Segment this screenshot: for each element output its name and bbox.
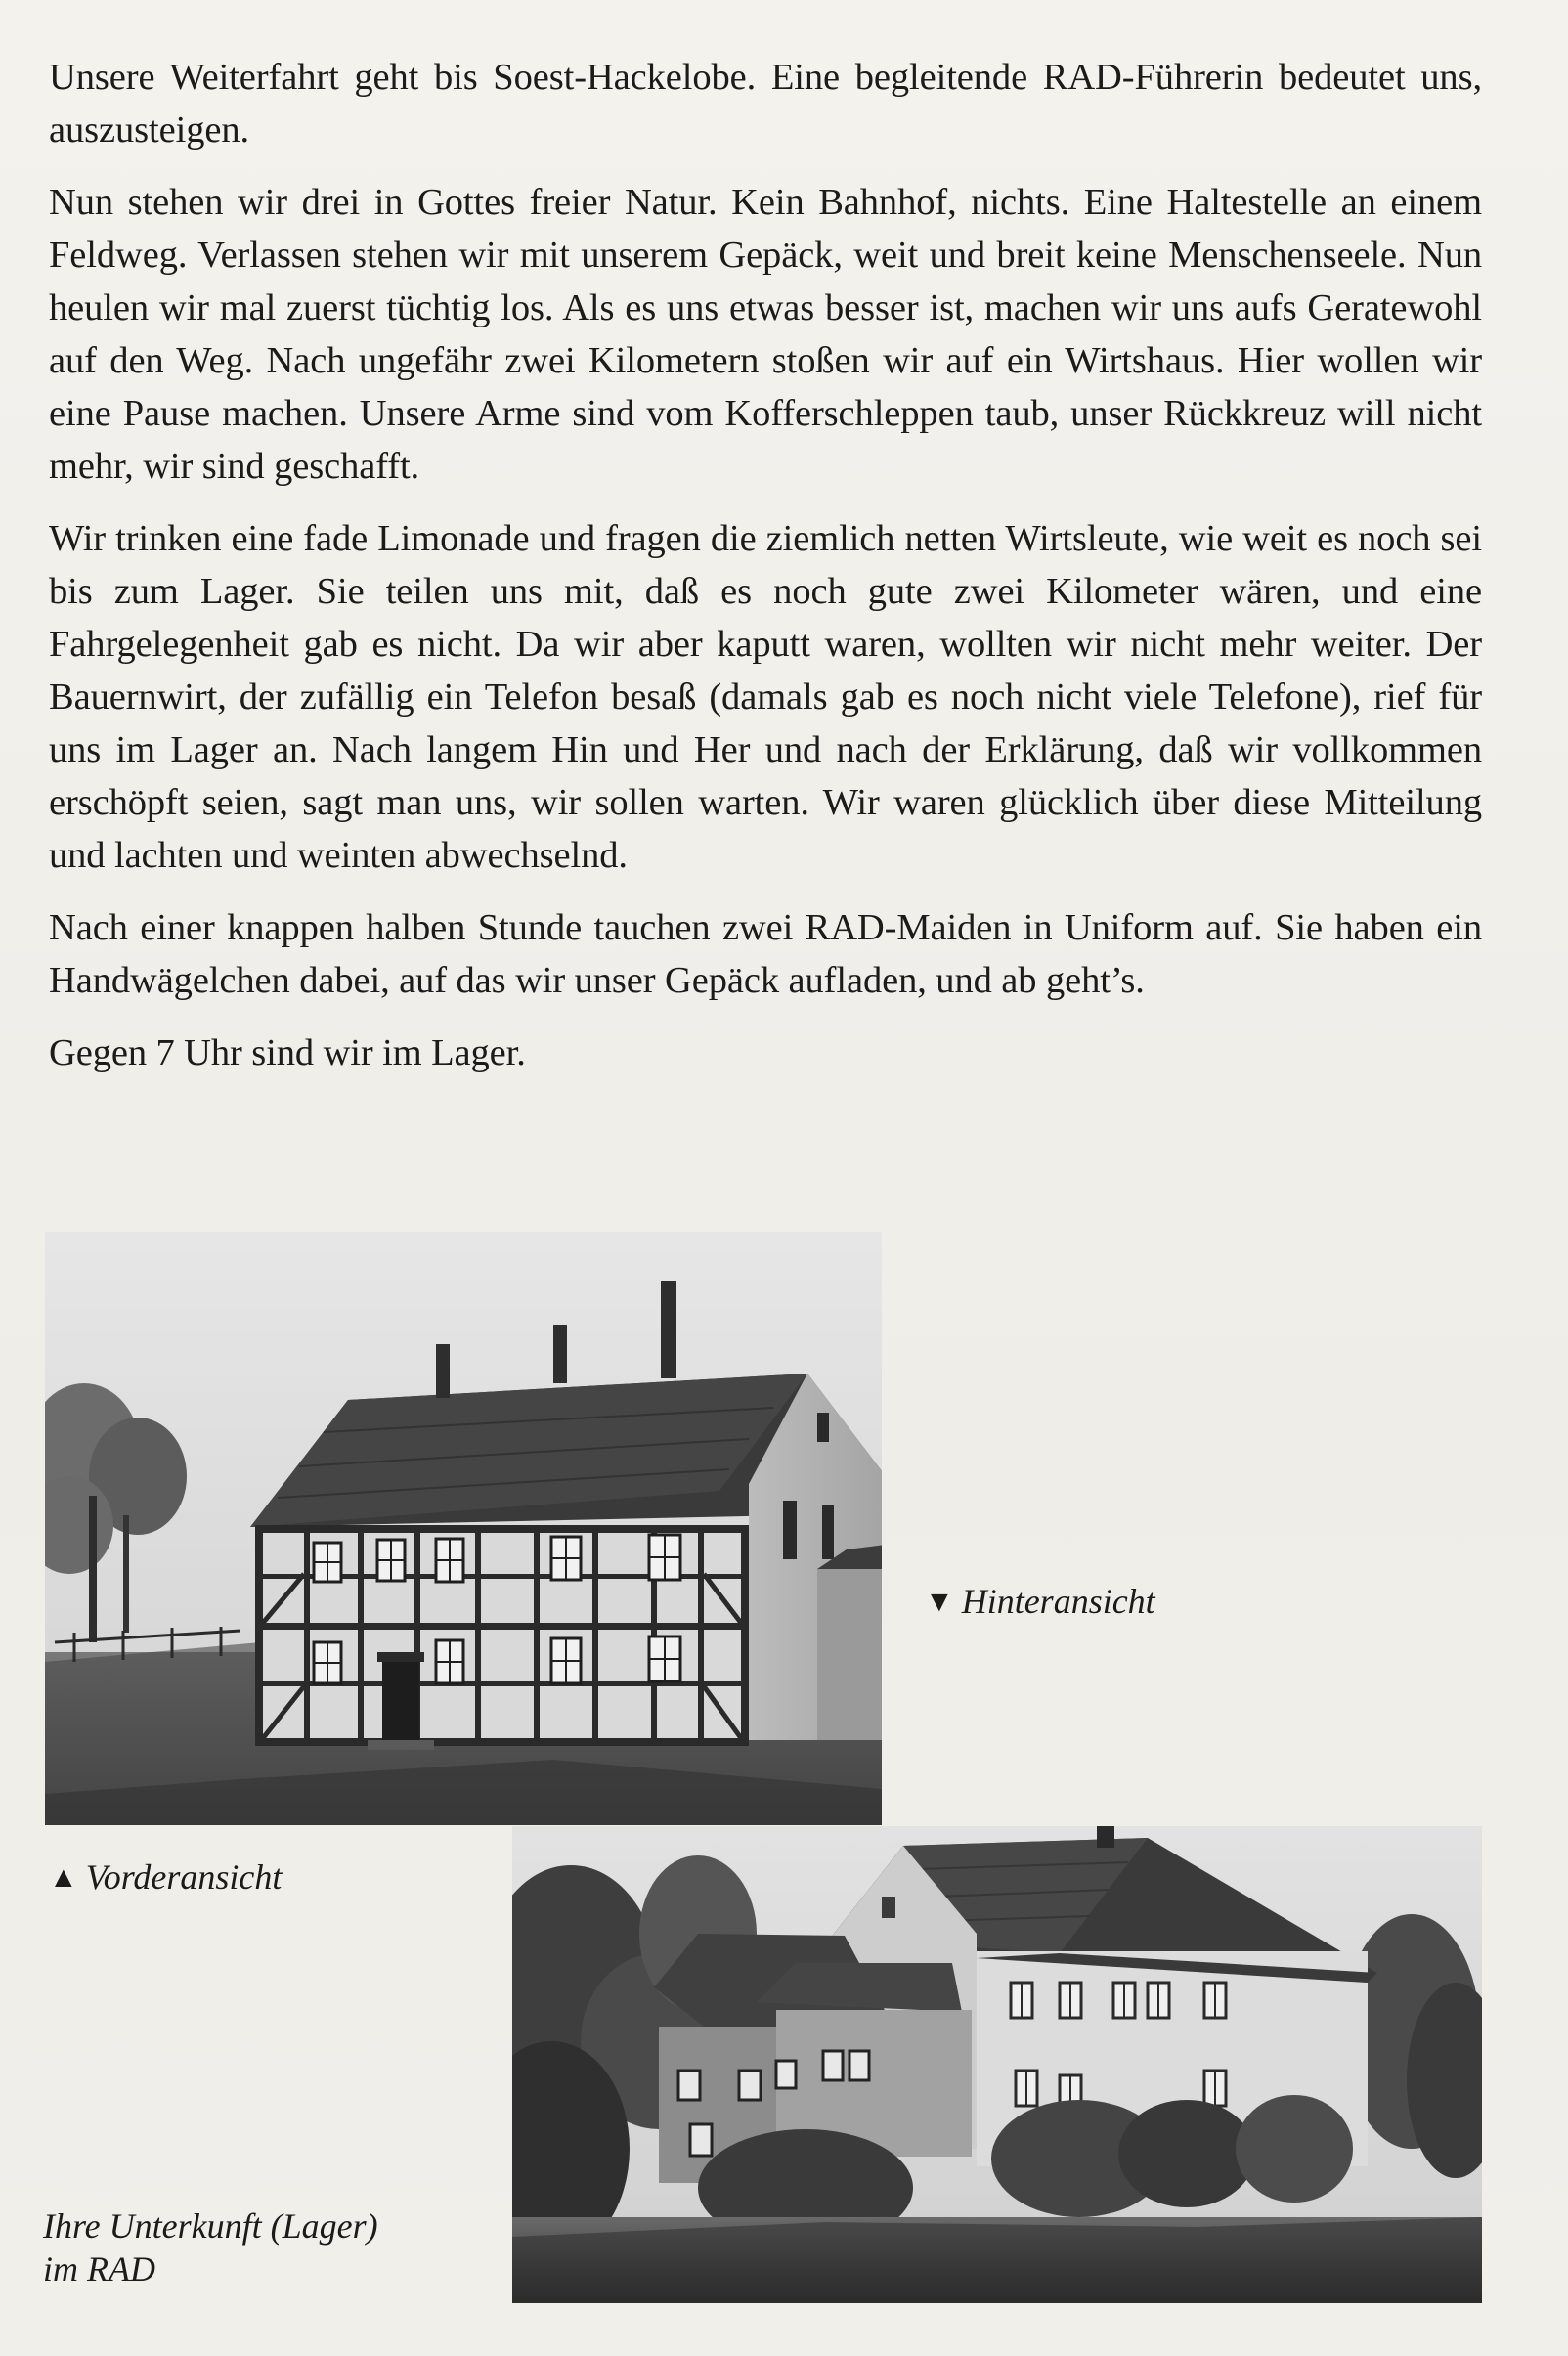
paragraph: Gegen 7 Uhr sind wir im Lager. (49, 1032, 526, 1073)
rear-view-caption-text: Hinteransicht (961, 1582, 1155, 1621)
paragraph: Nach einer knappen halben Stunde tauchen zwei RAD-Maiden in Uniform auf. Sie haben ein Handwägelchen dabei, auf das wir unser Gepäck aufladen, und ab geht’s. (49, 907, 1482, 1001)
lodging-caption (43, 2204, 473, 2291)
up-triangle-icon: ▲ (49, 1861, 78, 1894)
lodging-caption-line: Ihre Unterkunft (Lager) (43, 2206, 378, 2246)
paragraph: Unsere Weiterfahrt geht bis Soest-Hackelobe. Eine begleitende RAD-Führerin bedeutet uns, auszusteigen. (49, 57, 1482, 151)
front-view-photo (45, 1232, 882, 1825)
body-text (49, 51, 1482, 1079)
down-triangle-icon: ▼ (925, 1586, 954, 1618)
lodging-caption-line: im RAD (43, 2249, 155, 2289)
paragraph: Nun stehen wir drei in Gottes freier Natur. Kein Bahnhof, nichts. Eine Haltestelle an einem Feldweg. Verlassen stehen wir mit unserem Gepäck, weit und breit keine Menschenseele. Nun heulen wir mal zuerst tüchtig los. Als es uns etwas besser ist, machen wir uns aufs Geratewohl auf den Weg. Nach ungefähr zwei Kilometern stoßen wir auf ein Wirtshaus. Hier wollen wir eine Pause machen. Unsere Arme sind vom Kofferschleppen taub, unser Rückkreuz will nicht mehr, wir sind geschafft. (49, 182, 1482, 487)
front-view-caption-text: Vorderansicht (85, 1857, 283, 1897)
rear-view-photo (512, 1826, 1482, 2303)
front-view-caption (49, 1855, 282, 1901)
rear-view-caption (925, 1580, 1155, 1626)
paragraph: Wir trinken eine fade Limonade und fragen die ziemlich netten Wirtsleute, wie weit es noch sei bis zum Lager. Sie teilen uns mit, daß es noch gute zwei Kilometer wären, und eine Fahrgelegenheit gab es nicht. Da wir aber kaputt waren, wollten wir nicht mehr weiter. Der Bauernwirt, der zufällig ein Telefon besaß (damals gab es noch nicht viele Telefone), rief für uns im Lager an. Nach langem Hin und Her und nach der Erklärung, daß wir vollkommen erschöpft seien, sagt man uns, wir sollen warten. Wir waren glücklich über diese Mitteilung und lachten und weinten abwechselnd. (49, 518, 1482, 876)
